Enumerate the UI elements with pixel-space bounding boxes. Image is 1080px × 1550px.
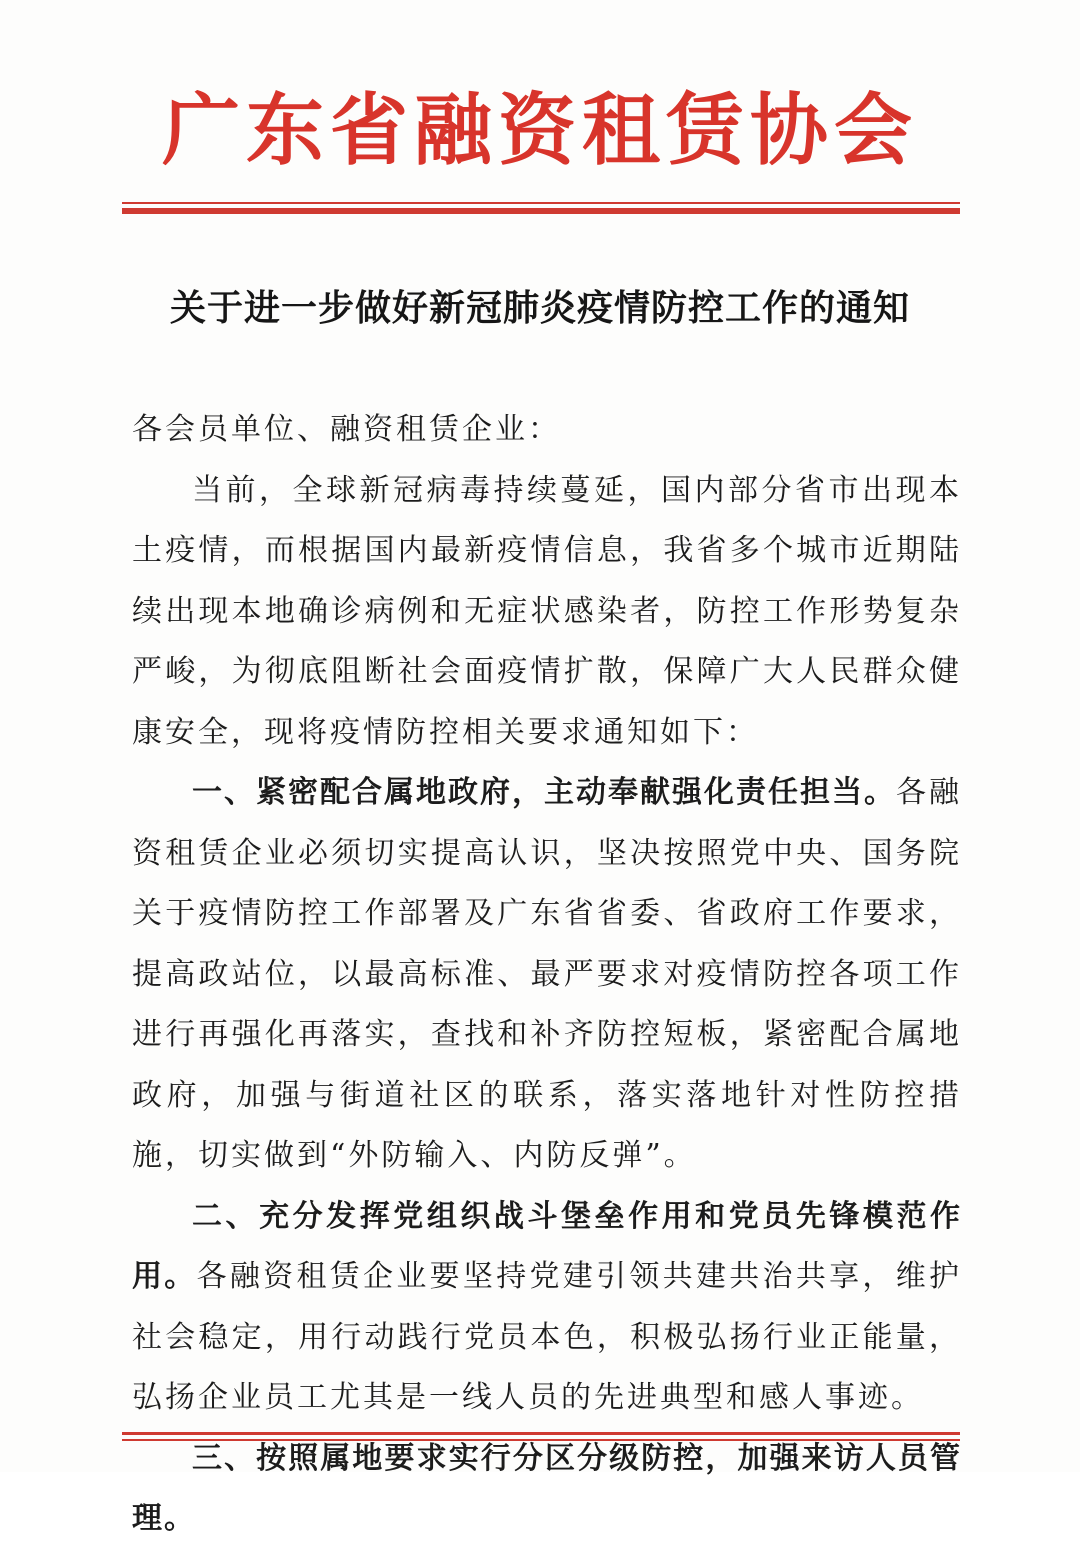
section-text-2: 各融资租赁企业要坚持党建引领共建共治共享，维护社会稳定，用行动践行党员本色，积极弘扬行业正能量，弘扬企业员工尤其是一线人员的先进典型和感人事迹。 (132, 1259, 963, 1415)
footer-divider (122, 1432, 960, 1441)
section-heading-1: 一、紧密配合属地政府，主动奉献强化责任担当。 (192, 775, 896, 810)
footer-thin-line (122, 1439, 960, 1441)
section-text-1: 各融资租赁企业必须切实提高认识，坚决按照党中央、国务院关于疫情防控工作部署及广东省省委、省政府工作要求，提高政站位，以最高标准、最严要求对疫情防控各项工作进行再强化再落实，查找和补齐防控短板，紧密配合属地政府，加强与街道社区的联系，落实落地针对性防控措施，切实做到“外防输入、内防反弹”。 (132, 775, 962, 1173)
document-title: 关于进一步做好新冠肺炎疫情防控工作的通知 (169, 287, 910, 329)
organization-letterhead: 广东省融资租赁协会 (161, 86, 918, 176)
section-paragraph-1 (132, 763, 962, 1187)
footer-thick-line (122, 1432, 960, 1435)
section-paragraph-2 (132, 1187, 962, 1429)
document-body (132, 400, 962, 1550)
section-heading-2: 二、充分发挥党组织战斗堡垒作用和党员先锋模范作用。 (132, 1198, 962, 1294)
section-paragraph-3 (132, 1429, 962, 1550)
letterhead-divider (122, 202, 960, 214)
divider-thin-line (122, 202, 960, 204)
intro-paragraph: 当前，全球新冠病毒持续蔓延，国内部分省市出现本土疫情，而根据国内最新疫情信息，我省多个城市近期陆续出现本地确诊病例和无症状感染者，防控工作形势复杂严峻，为彻底阻断社会面疫情扩散，保障广大人民群众健康安全，现将疫情防控相关要求通知如下： (132, 472, 962, 750)
divider-thick-line (122, 208, 960, 214)
salutation: 各会员单位、融资租赁企业： (132, 412, 561, 447)
section-heading-3: 三、按照属地要求实行分区分级防控，加强来访人员管理。 (132, 1440, 962, 1536)
